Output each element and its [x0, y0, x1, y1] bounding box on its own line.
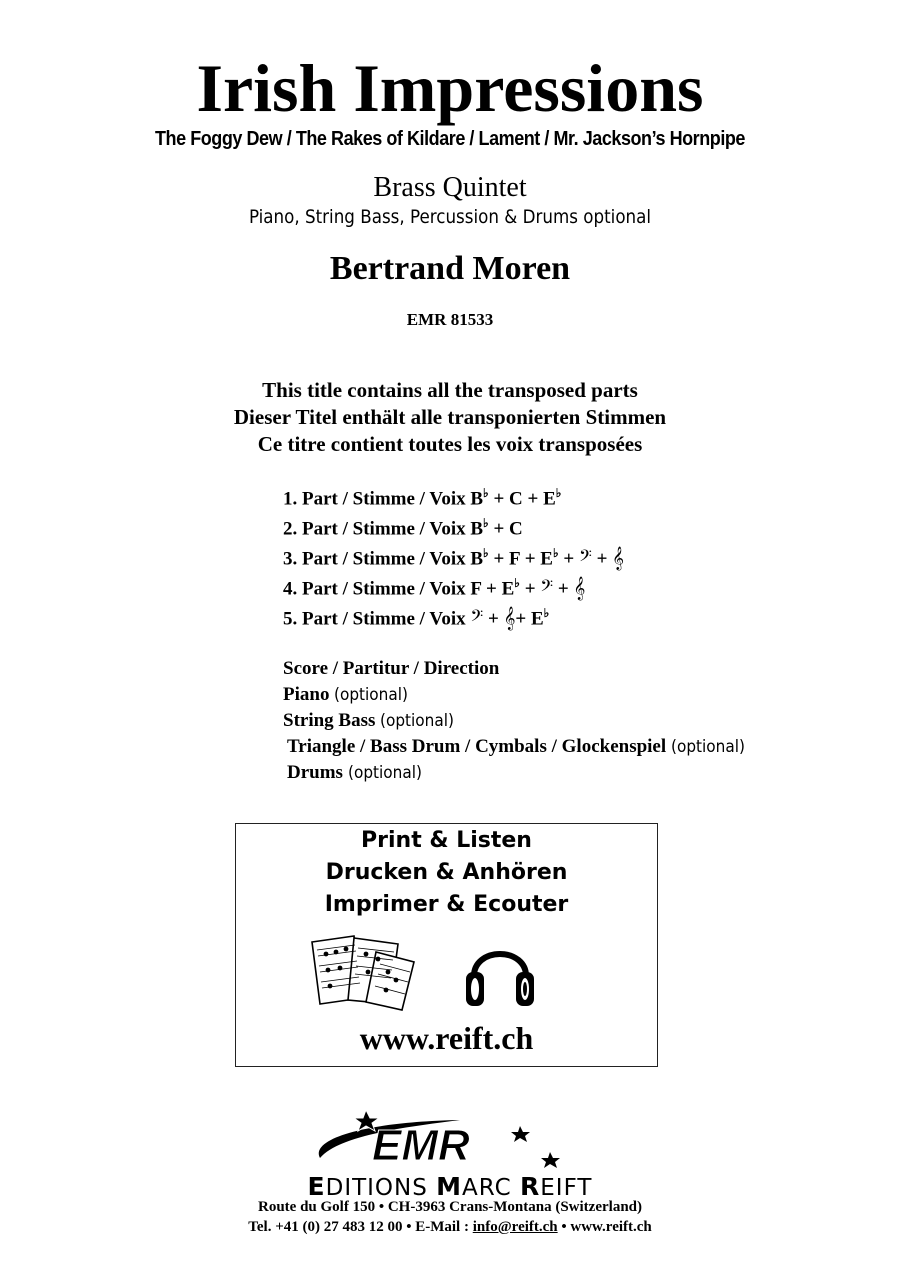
bass-clef-icon: 𝄢	[578, 545, 592, 570]
plus: +	[493, 518, 505, 540]
key-f: F	[509, 548, 520, 570]
bass-clef-icon: 𝄢	[470, 605, 484, 630]
notice-line-fr: Ce titre contient toutes les voix transposées	[257, 432, 643, 456]
publisher-name-initial: M	[436, 1172, 463, 1201]
part-row-4	[283, 568, 624, 598]
bass-clef-icon: 𝄢	[540, 575, 554, 600]
optional-tag: (optional)	[670, 737, 745, 757]
composer: Bertrand Moren	[329, 250, 571, 287]
part-number: 1.	[283, 488, 298, 510]
publisher-name	[0, 1172, 900, 1201]
page-title: Irish Impressions	[196, 50, 704, 126]
subtitle: The Foggy Dew / The Rakes of Kildare / Lament / Mr. Jackson’s Hornpipe	[155, 128, 745, 150]
drums-label: Drums	[287, 762, 343, 783]
sheet-music-icon	[306, 932, 421, 1012]
flat-sign: ♭	[555, 486, 562, 500]
print-box-website[interactable]: www.reift.ch	[359, 1020, 534, 1056]
parts-list	[283, 478, 624, 628]
catalog-number: EMR 81533	[406, 310, 494, 329]
emr-logo-text: EMR	[372, 1121, 470, 1170]
part-number: 4.	[283, 578, 298, 600]
key-e-flat: E	[501, 578, 515, 600]
plus: +	[486, 578, 497, 600]
ensemble: Brass Quintet	[373, 172, 527, 203]
part-number: 2.	[283, 518, 298, 540]
plus: +	[493, 548, 505, 570]
print-listen-fr: Imprimer & Ecouter	[324, 892, 569, 917]
print-listen-box	[235, 823, 658, 1067]
optional-tag: (optional)	[380, 711, 455, 731]
plus: +	[527, 488, 539, 510]
string-bass-label: String Bass	[283, 710, 376, 731]
extra-string-bass	[283, 708, 753, 734]
part-row-5	[283, 598, 624, 628]
notice-line-en: This title contains all the transposed parts	[262, 378, 638, 402]
emr-logo	[300, 1106, 570, 1174]
part-number: 5.	[283, 608, 298, 630]
optional-tag: (optional)	[347, 763, 422, 783]
score-label: Score / Partitur / Direction	[283, 658, 500, 679]
plus: +	[563, 548, 575, 570]
part-row-1	[283, 478, 624, 508]
publisher-name-part: ARC	[462, 1175, 520, 1201]
flat-sign: ♭	[483, 516, 489, 530]
key-c: C	[509, 488, 523, 510]
part-label: Part / Stimme / Voix	[302, 518, 466, 540]
plus: +	[515, 608, 527, 630]
publisher-contact	[0, 1219, 900, 1236]
treble-clef-icon: 𝄞	[612, 545, 624, 570]
extra-drums	[283, 760, 753, 786]
flat-sign: ♭	[543, 606, 550, 620]
publisher-name-initial: R	[520, 1172, 541, 1201]
extras-list	[283, 656, 753, 786]
piano-label: Piano	[283, 684, 330, 705]
optional-tag: (optional)	[334, 685, 409, 705]
plus: +	[524, 548, 536, 570]
extra-score	[283, 656, 753, 682]
optional-instruments: Piano, String Bass, Percussion & Drums optional	[248, 206, 652, 228]
treble-clef-icon: 𝄞	[573, 575, 586, 600]
flat-sign: ♭	[514, 576, 520, 590]
key-f: F	[470, 578, 482, 600]
plus: +	[557, 578, 569, 600]
flat-sign: ♭	[483, 546, 489, 560]
publisher-name-part: EIFT	[540, 1175, 593, 1201]
part-number: 3.	[283, 548, 298, 570]
percussion-label: Triangle / Bass Drum / Cymbals / Glockenspiel	[287, 736, 667, 757]
part-label: Part / Stimme / Voix	[302, 578, 466, 600]
publisher-name-part: DITIONS	[325, 1175, 437, 1201]
part-label: Part / Stimme / Voix	[302, 548, 466, 570]
flat-sign: ♭	[552, 546, 559, 560]
part-row-2	[283, 508, 624, 538]
part-label: Part / Stimme / Voix	[302, 488, 466, 510]
treble-clef-icon: 𝄞	[503, 605, 516, 630]
part-row-3	[283, 538, 624, 568]
print-listen-de: Drucken & Anhören	[325, 860, 568, 885]
extra-piano	[283, 682, 753, 708]
email-link[interactable]: info@reift.ch	[472, 1219, 558, 1235]
print-listen-en: Print & Listen	[361, 828, 532, 853]
part-label: Part / Stimme / Voix	[302, 608, 466, 630]
key-b-flat: B	[470, 488, 484, 510]
plus: +	[524, 578, 536, 600]
plus: +	[596, 548, 608, 570]
contact-website[interactable]: • www.reift.ch	[557, 1219, 652, 1235]
contact-phone: Tel. +41 (0) 27 483 12 00 • E-Mail :	[248, 1219, 473, 1235]
publisher-name-initial: E	[307, 1172, 326, 1201]
plus: +	[493, 488, 505, 510]
notice-line-de: Dieser Titel enthält alle transponierten Stimmen	[233, 405, 667, 429]
key-b-flat: B	[470, 548, 484, 570]
key-e-flat: E	[543, 488, 556, 510]
plus: +	[487, 608, 499, 630]
key-c: C	[509, 518, 523, 540]
headphones-icon	[464, 934, 536, 1012]
flat-sign: ♭	[483, 486, 489, 500]
extra-percussion	[283, 734, 753, 760]
key-e-flat: E	[540, 548, 553, 570]
publisher-address: Route du Golf 150 • CH-3963 Crans-Montana (Switzerland)	[258, 1199, 642, 1215]
key-b-flat: B	[470, 518, 484, 540]
key-e-flat: E	[530, 608, 544, 630]
